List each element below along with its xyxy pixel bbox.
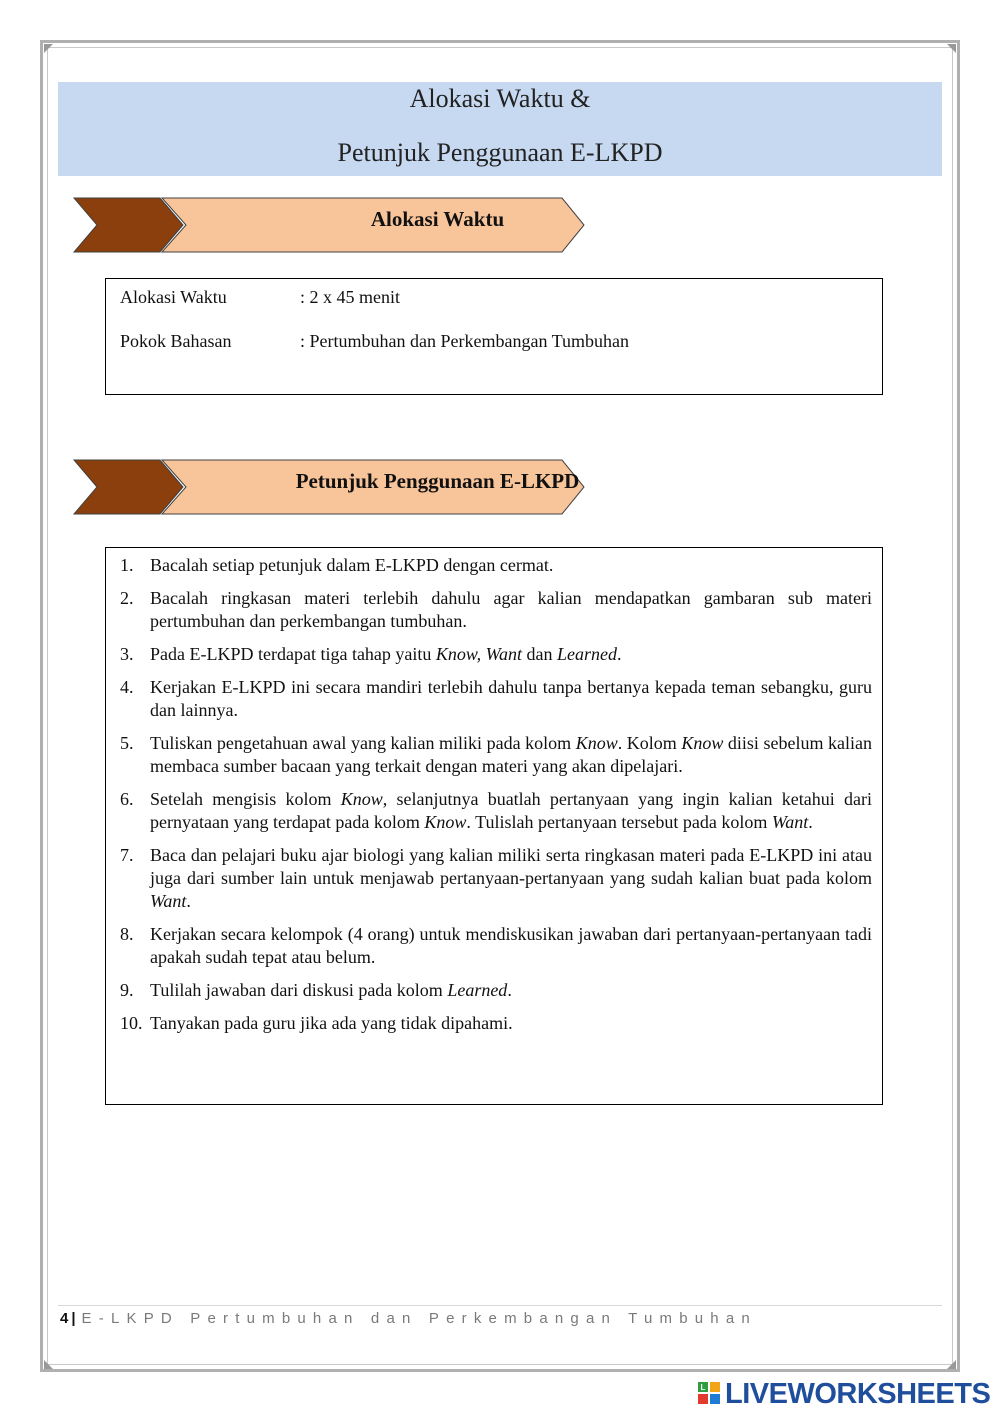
footer-separator: | <box>71 1310 76 1327</box>
instruction-text: Bacalah ringkasan materi terlebih dahulu agar kalian mendapatkan gambaran sub materi pertumbuhan dan perkembangan tumbuhan. <box>150 588 872 631</box>
instruction-item <box>118 587 872 633</box>
instruction-number: 4. <box>120 677 134 697</box>
page-title-line-1: Alokasi Waktu & <box>409 84 591 113</box>
corner-mark-bottom-right <box>947 1360 956 1369</box>
instruction-item <box>118 732 872 778</box>
corner-mark-top-left <box>44 44 53 53</box>
section-heading-alokasi: Alokasi Waktu <box>370 207 505 231</box>
page-footer <box>60 1310 757 1327</box>
liveworksheets-wordmark: LIVEWORKSHEETS <box>725 1378 991 1410</box>
corner-mark-bottom-left <box>44 1360 53 1369</box>
page-number: 4 <box>60 1310 69 1327</box>
section-banner-petunjuk <box>70 458 590 520</box>
instruction-number: 8. <box>120 924 134 944</box>
instruction-number: 10. <box>120 1013 143 1033</box>
instruction-item <box>118 676 872 722</box>
instruction-text: Setelah mengisis kolom Know, selanjutnya buatlah pertanyaan yang ingin kalian ketahui dari pernyataan yang terdapat pada kolom Know. Tulislah pertanyaan tersebut pada kolom Want. <box>150 789 872 832</box>
instruction-number: 7. <box>120 845 134 865</box>
liveworksheets-icon <box>698 1382 720 1404</box>
icon-letter-l: L <box>700 1383 706 1392</box>
footer-divider <box>58 1305 942 1306</box>
page-title-band <box>58 82 942 176</box>
info-label: Alokasi Waktu <box>120 287 227 307</box>
info-label: Pokok Bahasan <box>120 331 232 351</box>
instruction-text: Kerjakan secara kelompok (4 orang) untuk mendiskusikan jawaban dari pertanyaan-pertanyaan tadi apakah sudah tepat atau belum. <box>150 924 872 967</box>
instruction-number: 3. <box>120 644 134 664</box>
instruction-item <box>118 643 872 666</box>
footer-title: E-LKPD Pertumbuhan dan Perkembangan Tumbuhan <box>81 1310 757 1327</box>
instructions-list <box>118 554 872 1045</box>
info-value: : Pertumbuhan dan Perkembangan Tumbuhan <box>300 331 629 351</box>
instruction-number: 9. <box>120 980 134 1000</box>
instruction-text: Bacalah setiap petunjuk dalam E-LKPD dengan cermat. <box>150 555 554 575</box>
corner-mark-top-right <box>947 44 956 53</box>
instruction-number: 2. <box>120 588 134 608</box>
instruction-text: Kerjakan E-LKPD ini secara mandiri terlebih dahulu tanpa bertanya kepada teman sebangku, guru dan lainnya. <box>150 677 872 720</box>
instruction-item <box>118 923 872 969</box>
instruction-text: Tanyakan pada guru jika ada yang tidak dipahami. <box>150 1013 513 1033</box>
instruction-text: Baca dan pelajari buku ajar biologi yang kalian miliki serta ringkasan materi pada E-LKPD ini atau juga dari sumber lain untuk menjawab pertanyaan-pertanyaan yang sudah kalian buat pada kolom Want. <box>150 845 872 911</box>
section-banner-alokasi <box>70 196 590 258</box>
instruction-number: 5. <box>120 733 134 753</box>
instruction-item <box>118 788 872 834</box>
info-value: : 2 x 45 menit <box>300 287 400 307</box>
alokasi-info-box <box>105 278 883 395</box>
instruction-item <box>118 554 872 577</box>
instruction-number: 6. <box>120 789 134 809</box>
instruction-item <box>118 844 872 913</box>
section-heading-petunjuk: Petunjuk Penggunaan E-LKPD <box>295 469 580 493</box>
instructions-box <box>105 547 883 1105</box>
instruction-text: Tulilah jawaban dari diskusi pada kolom Learned. <box>150 980 512 1000</box>
instruction-number: 1. <box>120 555 134 575</box>
instruction-item <box>118 1012 872 1035</box>
page-title-line-2: Petunjuk Penggunaan E-LKPD <box>337 138 663 167</box>
instruction-text: Pada E-LKPD terdapat tiga tahap yaitu Know, Want dan Learned. <box>150 644 622 664</box>
instruction-text: Tuliskan pengetahuan awal yang kalian miliki pada kolom Know. Kolom Know diisi sebelum kalian membaca sumber bacaan yang terkait dengan materi yang akan dipelajari. <box>150 733 872 776</box>
instruction-item <box>118 979 872 1002</box>
